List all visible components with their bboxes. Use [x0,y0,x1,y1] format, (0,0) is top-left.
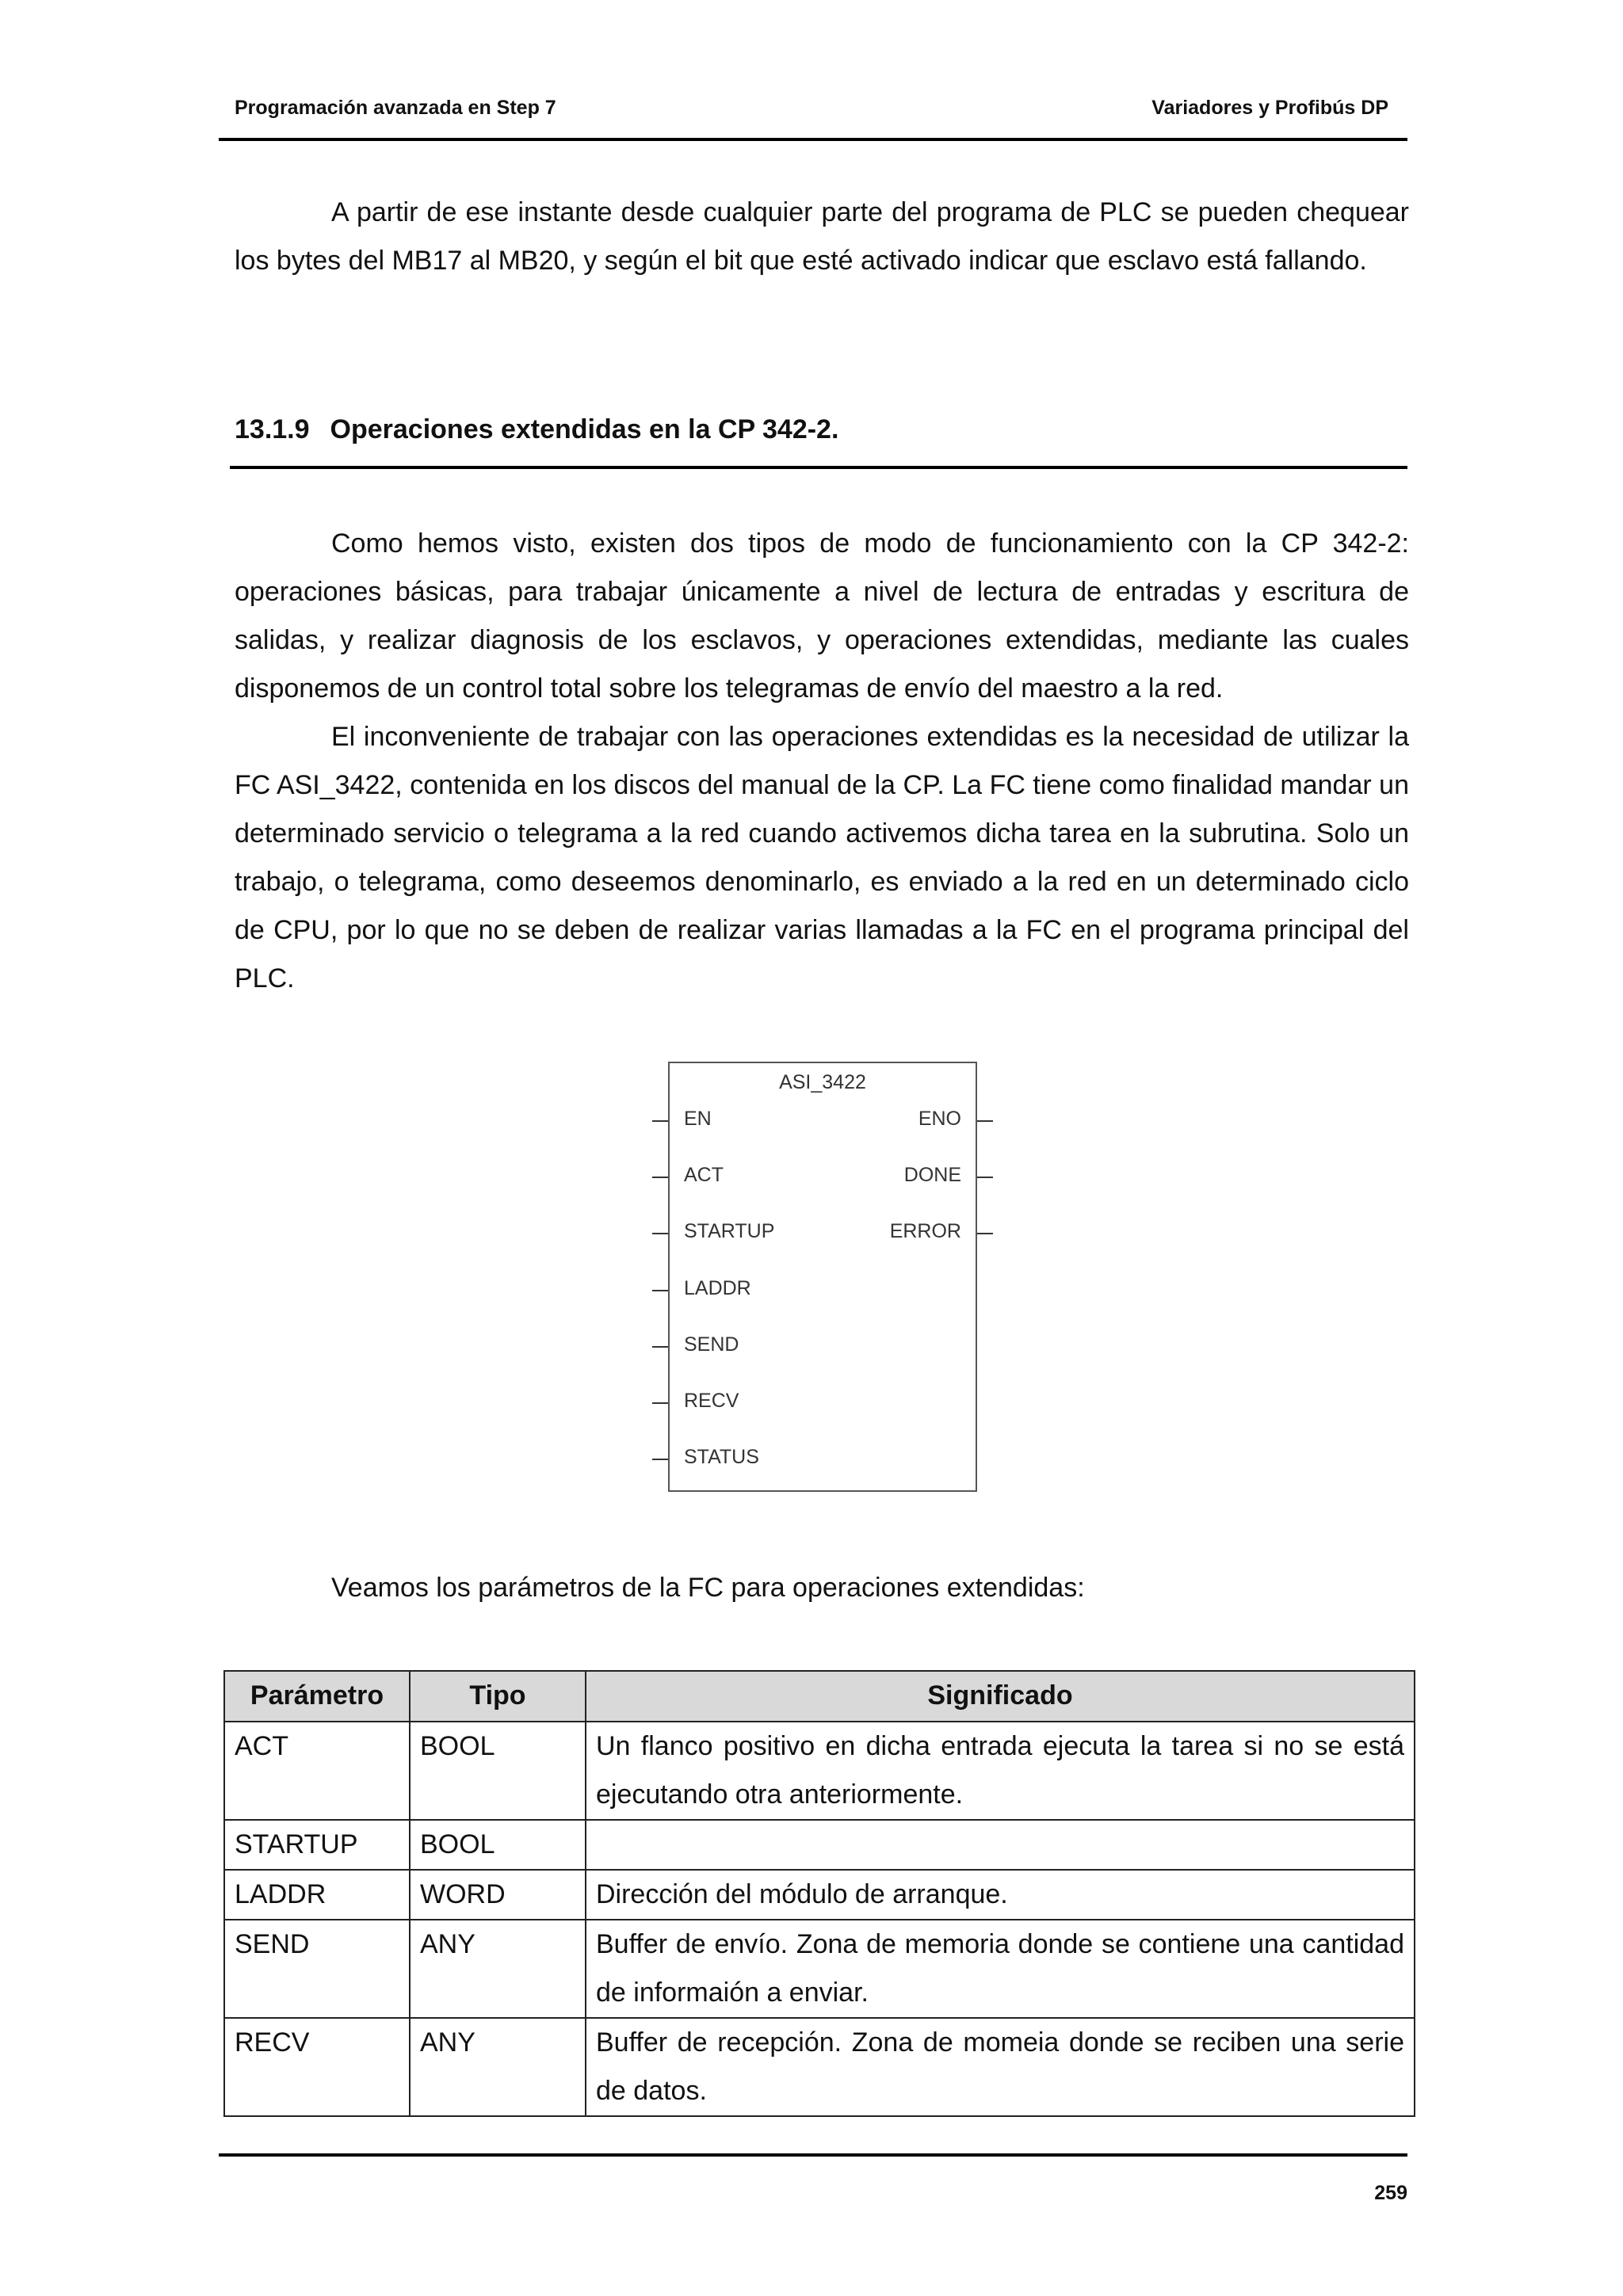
param-type: ANY [410,2018,586,2116]
param-name: LADDR [224,1870,410,1920]
table-intro: Veamos los parámetros de la FC para operaciones extendidas: [331,1573,1085,1603]
fc-input-tick [652,1177,668,1178]
fc-input-send: SEND [684,1333,739,1356]
param-meaning: Buffer de recepción. Zona de momeia donde se reciben una serie de datos. [586,2018,1415,2116]
section-number: 13.1.9 [235,414,310,444]
body-paragraph-2: El inconveniente de trabajar con las operaciones extendidas es la necesidad de utilizar la FC ASI_3422, contenida en los discos del manual de la CP. La FC tiene como finalidad mandar un determinado servicio o telegrama a la red cuando activemos dicha tarea en la subrutina. Solo un trabajo, o telegrama, como deseemos denominarlo, es enviado a la red en un determinado ciclo de CPU, por lo que no se deben de realizar varias llamadas a la FC en el programa principal del PLC. [235,722,1409,994]
param-meaning: Un flanco positivo en dicha entrada ejecuta la tarea si no se está ejecutando otra anteriormente. [586,1722,1415,1820]
param-type: ANY [410,1920,586,2018]
param-type: BOOL [410,1722,586,1820]
table-row [224,1920,1415,2018]
table-row [224,1820,1415,1870]
fc-input-tick [652,1402,668,1404]
fc-block-diagram [668,1062,977,1492]
header-rule [219,138,1407,141]
fc-input-tick [652,1459,668,1460]
fc-output-tick [977,1177,993,1178]
table-row [224,2018,1415,2116]
header-right-title: Variadores y Profibús DP [1151,97,1388,119]
param-name: ACT [224,1722,410,1820]
fc-input-status: STATUS [684,1446,759,1468]
section-title: Operaciones extendidas en la CP 342-2. [330,414,839,444]
section-rule [230,466,1407,469]
table-row [224,1722,1415,1820]
param-meaning: Buffer de envío. Zona de memoria donde se contiene una cantidad de informaión a enviar. [586,1920,1415,2018]
column-header: Tipo [410,1671,586,1722]
column-header: Significado [586,1671,1415,1722]
fc-input-startup: STARTUP [684,1220,775,1242]
fc-input-tick [652,1346,668,1348]
body-paragraph-1: Como hemos visto, existen dos tipos de modo de funcionamiento con la CP 342-2: operaciones básicas, para trabajar únicamente a nivel de lectura de entradas y escritura de salidas, y realizar diagnosis de los esclavos, y operaciones extendidas, mediante las cuales disponemos de un control total sobre los telegramas de envío del maestro a la red. [235,528,1409,704]
param-meaning [586,1820,1415,1870]
page-number: 259 [1374,2182,1407,2204]
param-name: SEND [224,1920,410,2018]
page-header [235,97,1388,124]
header-left-title: Programación avanzada en Step 7 [235,97,556,119]
fc-input-tick [652,1120,668,1122]
table-header-row [224,1671,1415,1722]
fc-block-title: ASI_3422 [779,1071,866,1093]
param-meaning: Dirección del módulo de arranque. [586,1870,1415,1920]
param-type: BOOL [410,1820,586,1870]
param-type: WORD [410,1870,586,1920]
fc-output-error: ERROR [889,1220,961,1242]
fc-input-tick [652,1233,668,1234]
parameters-table [223,1670,1415,2117]
fc-input-en: EN [684,1108,712,1130]
column-header: Parámetro [224,1671,410,1722]
fc-output-eno: ENO [918,1108,961,1130]
table-row [224,1870,1415,1920]
param-name: STARTUP [224,1820,410,1870]
section-heading [235,414,838,445]
param-name: RECV [224,2018,410,2116]
fc-input-laddr: LADDR [684,1277,751,1299]
fc-output-tick [977,1233,993,1234]
fc-output-done: DONE [903,1164,961,1186]
intro-paragraph: A partir de ese instante desde cualquier parte del programa de PLC se pueden chequear los bytes del MB17 al MB20, y según el bit que esté activado indicar que esclavo está fallando. [235,197,1409,276]
fc-output-tick [977,1120,993,1122]
fc-input-recv: RECV [684,1390,739,1412]
fc-input-act: ACT [684,1164,724,1186]
footer-rule [219,2153,1407,2157]
fc-input-tick [652,1290,668,1291]
